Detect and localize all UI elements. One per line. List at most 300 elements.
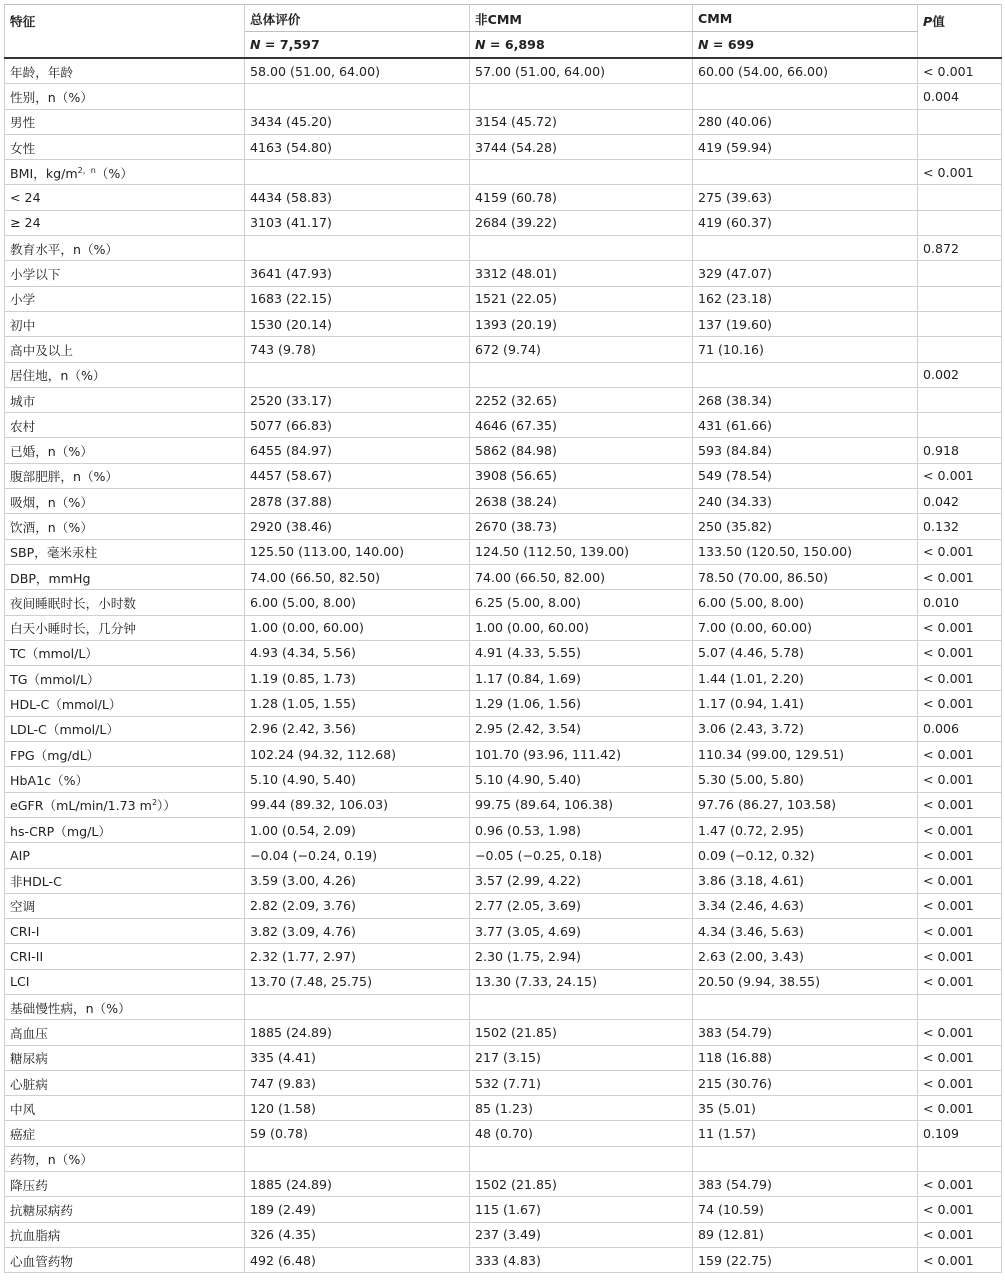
cell-p-value (918, 286, 1002, 311)
table-row (5, 286, 1002, 311)
baseline-characteristics-table (4, 4, 1002, 1273)
cell-non-cmm: 3154 (45.72) (470, 109, 693, 134)
cell-p-value: < 0.001 (918, 742, 1002, 767)
cell-non-cmm (470, 84, 693, 109)
cell-cmm (693, 84, 918, 109)
table-row (5, 489, 1002, 514)
cell-cmm: 162 (23.18) (693, 286, 918, 311)
table-row (5, 792, 1002, 817)
row-label (5, 994, 245, 1019)
row-label (5, 185, 245, 210)
cell-cmm: 20.50 (9.94, 38.55) (693, 969, 918, 994)
n-label: N (698, 37, 709, 52)
row-label (5, 893, 245, 918)
row-label (5, 944, 245, 969)
cell-non-cmm: 13.30 (7.33, 24.15) (470, 969, 693, 994)
cell-p-value: < 0.001 (918, 463, 1002, 488)
table-row (5, 1222, 1002, 1247)
row-label (5, 1146, 245, 1171)
cell-non-cmm: 1.29 (1.06, 1.56) (470, 691, 693, 716)
row-label (5, 792, 245, 817)
cell-non-cmm: 74.00 (66.50, 82.00) (470, 564, 693, 589)
cell-total: 492 (6.48) (245, 1247, 470, 1272)
row-label-text: 饮酒，n（%） (10, 519, 93, 535)
row-label-text: 性别，n（%） (10, 89, 93, 105)
cell-total: 3.59 (3.00, 4.26) (245, 868, 470, 893)
table-row (5, 1045, 1002, 1070)
cell-cmm: 4.34 (3.46, 5.63) (693, 919, 918, 944)
table-row (5, 514, 1002, 539)
table-row (5, 311, 1002, 336)
cell-cmm: 7.00 (0.00, 60.00) (693, 615, 918, 640)
row-label-text: eGFR（mL/min/1.73 m (10, 798, 152, 814)
cell-non-cmm: −0.05 (−0.25, 0.18) (470, 843, 693, 868)
row-label (5, 160, 245, 185)
cell-p-value: < 0.001 (918, 1020, 1002, 1045)
cell-cmm: 1.47 (0.72, 2.95) (693, 817, 918, 842)
table-row (5, 362, 1002, 387)
row-label-text: 初中 (10, 317, 36, 333)
cell-total: 1.00 (0.54, 2.09) (245, 817, 470, 842)
row-label (5, 1070, 245, 1095)
cell-non-cmm: 85 (1.23) (470, 1096, 693, 1121)
row-label-text: DBP，mmHg (10, 570, 91, 586)
cell-non-cmm: 99.75 (89.64, 106.38) (470, 792, 693, 817)
cell-p-value: < 0.001 (918, 615, 1002, 640)
cell-total: 2.96 (2.42, 3.56) (245, 716, 470, 741)
cell-p-value: 0.010 (918, 590, 1002, 615)
table-row (5, 1020, 1002, 1045)
row-label (5, 1045, 245, 1070)
row-label-text: SBP，毫米汞柱 (10, 545, 98, 561)
cell-non-cmm: 57.00 (51.00, 64.00) (470, 58, 693, 84)
row-label-text: LDL-C（mmol/L） (10, 722, 120, 738)
table-row (5, 160, 1002, 185)
row-label-superscript: 2 (151, 798, 158, 808)
cell-total: 743 (9.78) (245, 337, 470, 362)
table-row (5, 944, 1002, 969)
cell-cmm: 329 (47.07) (693, 261, 918, 286)
row-label (5, 969, 245, 994)
cell-cmm (693, 236, 918, 261)
row-label-text: TG（mmol/L） (10, 671, 100, 687)
cell-total: 3103 (41.17) (245, 210, 470, 235)
row-label (5, 134, 245, 159)
table-row (5, 134, 1002, 159)
cell-non-cmm: 672 (9.74) (470, 337, 693, 362)
cell-total: 747 (9.83) (245, 1070, 470, 1095)
row-label (5, 58, 245, 84)
cell-total: 4434 (58.83) (245, 185, 470, 210)
cell-non-cmm: 124.50 (112.50, 139.00) (470, 539, 693, 564)
cell-total: 125.50 (113.00, 140.00) (245, 539, 470, 564)
cell-non-cmm: 2684 (39.22) (470, 210, 693, 235)
cell-non-cmm: 0.96 (0.53, 1.98) (470, 817, 693, 842)
cell-total: 3434 (45.20) (245, 109, 470, 134)
cell-total: 5077 (66.83) (245, 413, 470, 438)
cell-cmm: 1.17 (0.94, 1.41) (693, 691, 918, 716)
cell-p-value: < 0.001 (918, 564, 1002, 589)
cell-non-cmm (470, 160, 693, 185)
row-label (5, 1096, 245, 1121)
row-label (5, 919, 245, 944)
row-label-text: 吸烟，n（%） (10, 494, 93, 510)
table-row (5, 1070, 1002, 1095)
cell-p-value: < 0.001 (918, 691, 1002, 716)
cell-p-value: < 0.001 (918, 1197, 1002, 1222)
row-label (5, 843, 245, 868)
table-row (5, 1197, 1002, 1222)
cell-p-value: < 0.001 (918, 666, 1002, 691)
cell-p-value: < 0.001 (918, 919, 1002, 944)
row-label (5, 489, 245, 514)
header-row (5, 5, 1002, 32)
row-label-text: 农村 (10, 418, 36, 434)
cell-non-cmm: 532 (7.71) (470, 1070, 693, 1095)
cell-non-cmm: 1393 (20.19) (470, 311, 693, 336)
cell-total: 4163 (54.80) (245, 134, 470, 159)
row-label-text: 心脏病 (10, 1076, 48, 1092)
cell-p-value: 0.918 (918, 438, 1002, 463)
cell-cmm: 419 (60.37) (693, 210, 918, 235)
cell-non-cmm: 3744 (54.28) (470, 134, 693, 159)
row-label (5, 311, 245, 336)
cell-cmm: 71 (10.16) (693, 337, 918, 362)
cell-total: 2.32 (1.77, 2.97) (245, 944, 470, 969)
row-label (5, 590, 245, 615)
cell-p-value (918, 994, 1002, 1019)
cell-non-cmm: 333 (4.83) (470, 1247, 693, 1272)
cell-p-value (918, 1146, 1002, 1171)
cell-total: 1.19 (0.85, 1.73) (245, 666, 470, 691)
table-row (5, 742, 1002, 767)
row-label-text: 糖尿病 (10, 1051, 48, 1067)
cell-p-value: < 0.001 (918, 843, 1002, 868)
cell-total (245, 84, 470, 109)
cell-non-cmm: 2.77 (2.05, 3.69) (470, 893, 693, 918)
cell-cmm: 60.00 (54.00, 66.00) (693, 58, 918, 84)
cell-cmm: 5.30 (5.00, 5.80) (693, 767, 918, 792)
cell-non-cmm: 217 (3.15) (470, 1045, 693, 1070)
row-label-suffix: （%） (95, 165, 133, 181)
cell-non-cmm: 1502 (21.85) (470, 1172, 693, 1197)
table-row (5, 463, 1002, 488)
row-label-text: 药物，n（%） (10, 1152, 93, 1168)
row-label (5, 438, 245, 463)
table-row (5, 564, 1002, 589)
cell-cmm: 215 (30.76) (693, 1070, 918, 1095)
row-label-superscript: 2，n (77, 165, 96, 175)
cell-p-value: 0.002 (918, 362, 1002, 387)
row-label (5, 413, 245, 438)
n-label: N (250, 37, 261, 52)
row-label (5, 387, 245, 412)
cell-p-value: 0.872 (918, 236, 1002, 261)
cell-p-value: < 0.001 (918, 1172, 1002, 1197)
cell-cmm: 159 (22.75) (693, 1247, 918, 1272)
cell-total: 4457 (58.67) (245, 463, 470, 488)
row-label (5, 463, 245, 488)
cell-p-value (918, 261, 1002, 286)
cell-total: 102.24 (94.32, 112.68) (245, 742, 470, 767)
row-label-text: ≥ 24 (10, 215, 41, 231)
cell-cmm: 3.06 (2.43, 3.72) (693, 716, 918, 741)
row-label (5, 716, 245, 741)
table-row (5, 58, 1002, 84)
cell-cmm: 11 (1.57) (693, 1121, 918, 1146)
cell-total: 1530 (20.14) (245, 311, 470, 336)
cell-cmm: 35 (5.01) (693, 1096, 918, 1121)
row-label-text: LCI (10, 974, 30, 990)
row-label-text: 抗糖尿病药 (10, 1203, 73, 1218)
row-label (5, 1222, 245, 1247)
cell-cmm: 78.50 (70.00, 86.50) (693, 564, 918, 589)
cell-p-value: < 0.001 (918, 1096, 1002, 1121)
cell-cmm: 97.76 (86.27, 103.58) (693, 792, 918, 817)
row-label (5, 362, 245, 387)
cell-cmm: 3.34 (2.46, 4.63) (693, 893, 918, 918)
cell-total: 1683 (22.15) (245, 286, 470, 311)
row-label-text: HbA1c（%） (10, 772, 89, 788)
cell-total: 189 (2.49) (245, 1197, 470, 1222)
row-label-text: FPG（mg/dL） (10, 747, 100, 763)
table-row (5, 1247, 1002, 1272)
n-non-cmm (470, 32, 693, 59)
cell-cmm: 3.86 (3.18, 4.61) (693, 868, 918, 893)
cell-p-value: < 0.001 (918, 1222, 1002, 1247)
row-label-text: 白天小睡时长，几分钟 (10, 621, 136, 637)
table-row (5, 969, 1002, 994)
cell-total: 120 (1.58) (245, 1096, 470, 1121)
row-label-text: 抗血脂病 (10, 1228, 61, 1244)
cell-p-value: 0.132 (918, 514, 1002, 539)
cell-p-value (918, 337, 1002, 362)
cell-non-cmm: 4646 (67.35) (470, 413, 693, 438)
row-label-text: hs-CRP（mg/L） (10, 823, 111, 839)
cell-cmm: 549 (78.54) (693, 463, 918, 488)
row-label-text: 小学以下 (10, 267, 61, 283)
table-row (5, 539, 1002, 564)
table-row (5, 666, 1002, 691)
cell-p-value: < 0.001 (918, 640, 1002, 665)
cell-p-value (918, 210, 1002, 235)
cell-cmm: 250 (35.82) (693, 514, 918, 539)
table-row (5, 590, 1002, 615)
table-row (5, 843, 1002, 868)
cell-total: −0.04 (−0.24, 0.19) (245, 843, 470, 868)
cell-non-cmm: 5862 (84.98) (470, 438, 693, 463)
row-label-text: 教育水平，n（%） (10, 241, 119, 257)
row-label (5, 286, 245, 311)
cell-p-value (918, 387, 1002, 412)
cell-p-value: 0.004 (918, 84, 1002, 109)
n-non-cmm-value: = 6,898 (485, 37, 545, 52)
cell-non-cmm: 5.10 (4.90, 5.40) (470, 767, 693, 792)
cell-p-value: < 0.001 (918, 868, 1002, 893)
cell-p-value (918, 134, 1002, 159)
table-row (5, 185, 1002, 210)
cell-non-cmm: 3.77 (3.05, 4.69) (470, 919, 693, 944)
cell-p-value: < 0.001 (918, 792, 1002, 817)
row-label (5, 742, 245, 767)
cell-cmm: 1.44 (1.01, 2.20) (693, 666, 918, 691)
row-label-suffix: ）） (157, 798, 176, 814)
cell-cmm: 118 (16.88) (693, 1045, 918, 1070)
n-cmm-value: = 699 (708, 37, 755, 52)
cell-p-value: < 0.001 (918, 539, 1002, 564)
row-label (5, 817, 245, 842)
cell-cmm: 268 (38.34) (693, 387, 918, 412)
table-row (5, 893, 1002, 918)
row-label-text: 高中及以上 (10, 342, 73, 358)
cell-total: 4.93 (4.34, 5.56) (245, 640, 470, 665)
cell-cmm: 137 (19.60) (693, 311, 918, 336)
n-total (245, 32, 470, 59)
n-cmm (693, 32, 918, 59)
cell-total: 1885 (24.89) (245, 1020, 470, 1045)
cell-total: 1885 (24.89) (245, 1172, 470, 1197)
cell-total: 5.10 (4.90, 5.40) (245, 767, 470, 792)
row-label (5, 640, 245, 665)
cell-non-cmm: 1.00 (0.00, 60.00) (470, 615, 693, 640)
row-label (5, 337, 245, 362)
cell-cmm: 5.07 (4.46, 5.78) (693, 640, 918, 665)
cell-cmm: 431 (61.66) (693, 413, 918, 438)
row-label (5, 564, 245, 589)
row-label-text: AIP (10, 847, 30, 863)
cell-total: 13.70 (7.48, 25.75) (245, 969, 470, 994)
row-label (5, 514, 245, 539)
cell-non-cmm: 2638 (38.24) (470, 489, 693, 514)
cell-non-cmm: 4.91 (4.33, 5.55) (470, 640, 693, 665)
row-label-text: 女性 (10, 140, 36, 156)
cell-non-cmm: 2.30 (1.75, 2.94) (470, 944, 693, 969)
cell-non-cmm: 48 (0.70) (470, 1121, 693, 1146)
cell-p-value: < 0.001 (918, 893, 1002, 918)
row-label-text: TC（mmol/L） (10, 646, 98, 662)
row-label (5, 1247, 245, 1272)
cell-cmm: 89 (12.81) (693, 1222, 918, 1247)
cell-p-value (918, 185, 1002, 210)
cell-non-cmm: 1521 (22.05) (470, 286, 693, 311)
table-row (5, 767, 1002, 792)
row-label (5, 261, 245, 286)
row-label (5, 84, 245, 109)
row-label (5, 615, 245, 640)
cell-total: 2920 (38.46) (245, 514, 470, 539)
n-total-value: = 7,597 (260, 37, 320, 52)
table-row (5, 387, 1002, 412)
table-row (5, 109, 1002, 134)
header-non-cmm: 非CMM (470, 5, 693, 32)
row-label-text: 小学 (10, 292, 36, 308)
row-label-text: 年龄，年龄 (10, 64, 73, 80)
table-body (5, 58, 1002, 1273)
row-label-text: HDL-C（mmol/L） (10, 697, 122, 713)
table-row (5, 337, 1002, 362)
cell-total (245, 160, 470, 185)
cell-total: 3641 (47.93) (245, 261, 470, 286)
cell-cmm (693, 994, 918, 1019)
cell-non-cmm: 6.25 (5.00, 8.00) (470, 590, 693, 615)
cell-non-cmm: 4159 (60.78) (470, 185, 693, 210)
cell-p-value: 0.042 (918, 489, 1002, 514)
cell-cmm: 419 (59.94) (693, 134, 918, 159)
cell-non-cmm: 3908 (56.65) (470, 463, 693, 488)
row-label (5, 109, 245, 134)
row-label-text: 城市 (10, 393, 36, 409)
table-row (5, 236, 1002, 261)
cell-total: 6455 (84.97) (245, 438, 470, 463)
baseline-characteristics-table-wrapper (4, 4, 1001, 1273)
cell-p-value: 0.109 (918, 1121, 1002, 1146)
row-label-text: < 24 (10, 190, 41, 206)
cell-cmm: 6.00 (5.00, 8.00) (693, 590, 918, 615)
header-p-italic: P (923, 14, 933, 29)
cell-cmm: 593 (84.84) (693, 438, 918, 463)
cell-non-cmm: 2.95 (2.42, 3.54) (470, 716, 693, 741)
cell-cmm (693, 160, 918, 185)
table-row (5, 438, 1002, 463)
cell-total: 2878 (37.88) (245, 489, 470, 514)
row-label-text: 心血管药物 (10, 1253, 73, 1269)
row-label (5, 210, 245, 235)
table-row (5, 615, 1002, 640)
table-row (5, 413, 1002, 438)
cell-non-cmm: 3312 (48.01) (470, 261, 693, 286)
cell-total (245, 994, 470, 1019)
cell-p-value: < 0.001 (918, 767, 1002, 792)
header-p-suffix: 值 (932, 14, 945, 29)
table-row (5, 210, 1002, 235)
row-label-text: 中风 (10, 1101, 36, 1117)
table-row (5, 1121, 1002, 1146)
cell-cmm: 280 (40.06) (693, 109, 918, 134)
cell-total: 1.00 (0.00, 60.00) (245, 615, 470, 640)
cell-p-value: < 0.001 (918, 1247, 1002, 1272)
row-label-text: 非HDL-C (10, 874, 62, 890)
row-label-text: 居住地，n（%） (10, 368, 106, 384)
row-label-text: CRI-II (10, 949, 44, 965)
row-label (5, 1121, 245, 1146)
row-label-text: BMI，kg/m (10, 165, 78, 181)
cell-p-value (918, 109, 1002, 134)
cell-non-cmm: 2252 (32.65) (470, 387, 693, 412)
table-row (5, 817, 1002, 842)
cell-non-cmm: 237 (3.49) (470, 1222, 693, 1247)
row-label (5, 691, 245, 716)
cell-cmm (693, 362, 918, 387)
cell-cmm: 383 (54.79) (693, 1172, 918, 1197)
cell-cmm: 0.09 (−0.12, 0.32) (693, 843, 918, 868)
row-label (5, 1172, 245, 1197)
row-label-text: 空调 (10, 899, 36, 915)
cell-cmm: 74 (10.59) (693, 1197, 918, 1222)
cell-total: 3.82 (3.09, 4.76) (245, 919, 470, 944)
cell-total: 2.82 (2.09, 3.76) (245, 893, 470, 918)
cell-total: 99.44 (89.32, 106.03) (245, 792, 470, 817)
table-row (5, 1096, 1002, 1121)
n-label: N (475, 37, 486, 52)
row-label-text: 癌症 (10, 1127, 36, 1143)
table-row (5, 1146, 1002, 1171)
cell-cmm: 275 (39.63) (693, 185, 918, 210)
cell-p-value: 0.006 (918, 716, 1002, 741)
cell-p-value (918, 413, 1002, 438)
header-feature: 特征 (5, 5, 245, 59)
table-row (5, 261, 1002, 286)
row-label-text: 已婚，n（%） (10, 444, 93, 460)
